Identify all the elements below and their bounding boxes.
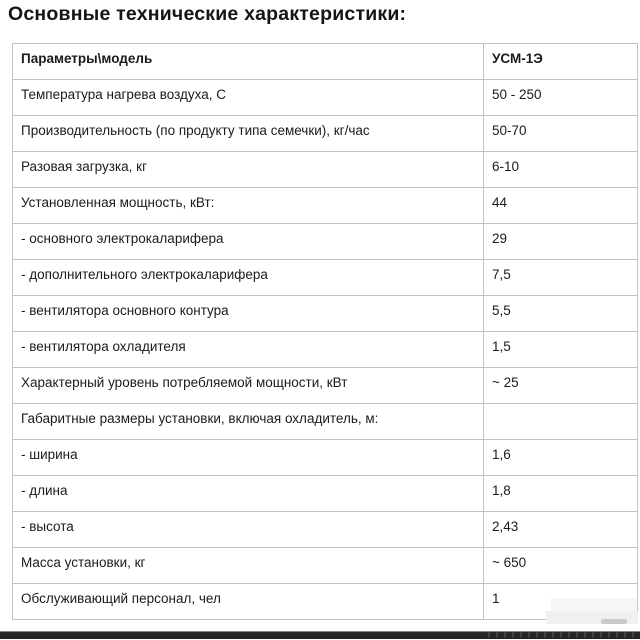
value-cell: 6-10	[484, 152, 638, 188]
table-header-row	[13, 44, 638, 80]
param-cell: - дополнительного электрокаларифера	[13, 260, 484, 296]
param-cell: - основного электрокаларифера	[13, 224, 484, 260]
value-cell: 1,6	[484, 440, 638, 476]
page-title: Основные технические характеристики:	[8, 3, 407, 25]
table-row	[13, 80, 638, 116]
value-cell: 50-70	[484, 116, 638, 152]
param-cell: - вентилятора охладителя	[13, 332, 484, 368]
table-row	[13, 548, 638, 584]
table-row	[13, 476, 638, 512]
table-row	[13, 440, 638, 476]
param-cell: Разовая загрузка, кг	[13, 152, 484, 188]
table-row	[13, 152, 638, 188]
value-cell: ~ 25	[484, 368, 638, 404]
value-cell: ~ 650	[484, 548, 638, 584]
bottom-bar-texture	[488, 632, 638, 638]
value-cell: 5,5	[484, 296, 638, 332]
spec-table	[12, 43, 638, 620]
table-body	[13, 80, 638, 620]
param-cell: Установленная мощность, кВт:	[13, 188, 484, 224]
param-cell: Температура нагрева воздуха, С	[13, 80, 484, 116]
param-cell: - длина	[13, 476, 484, 512]
value-cell	[484, 404, 638, 440]
value-cell: 50 - 250	[484, 80, 638, 116]
param-cell: Масса установки, кг	[13, 548, 484, 584]
table-row	[13, 116, 638, 152]
table-row	[13, 584, 638, 620]
param-cell: - вентилятора основного контура	[13, 296, 484, 332]
param-cell: Характерный уровень потребляемой мощности, кВт	[13, 368, 484, 404]
value-cell: 2,43	[484, 512, 638, 548]
table-row	[13, 260, 638, 296]
value-cell: 1	[484, 584, 638, 620]
value-cell: 29	[484, 224, 638, 260]
value-cell: 7,5	[484, 260, 638, 296]
param-cell: Обслуживающий персонал, чел	[13, 584, 484, 620]
table-row	[13, 512, 638, 548]
value-cell: 44	[484, 188, 638, 224]
param-cell: Габаритные размеры установки, включая охладитель, м:	[13, 404, 484, 440]
header-param-cell: Параметры\модель	[13, 44, 484, 80]
table-row	[13, 224, 638, 260]
header-model-cell: УСМ-1Э	[484, 44, 638, 80]
watermark-blur-top	[551, 598, 637, 611]
table-row	[13, 404, 638, 440]
param-cell: - ширина	[13, 440, 484, 476]
param-cell: Производительность (по продукту типа семечки), кг/час	[13, 116, 484, 152]
watermark	[546, 598, 638, 626]
table-row	[13, 368, 638, 404]
param-cell: - высота	[13, 512, 484, 548]
value-cell: 1,8	[484, 476, 638, 512]
table-row	[13, 332, 638, 368]
value-cell: 1,5	[484, 332, 638, 368]
table-row	[13, 296, 638, 332]
watermark-pill	[601, 619, 627, 624]
table-row	[13, 188, 638, 224]
